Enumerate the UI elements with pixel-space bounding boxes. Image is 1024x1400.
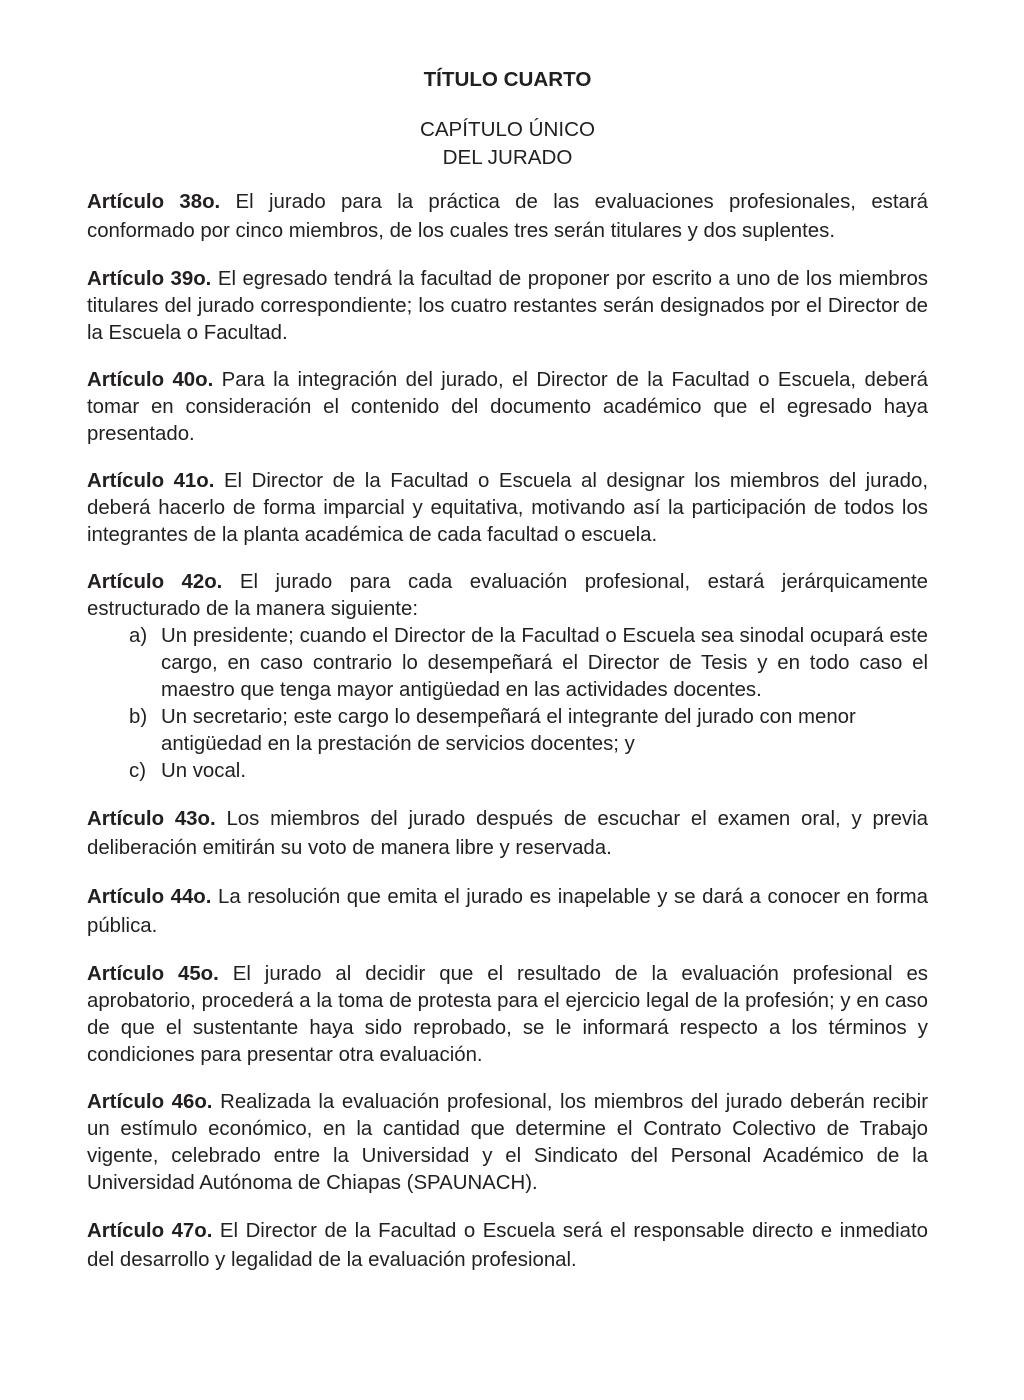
chapter-heading xyxy=(87,116,928,172)
chapter-line-1: CAPÍTULO ÚNICO xyxy=(419,118,596,141)
list-item xyxy=(87,758,928,785)
article-text: El jurado para la práctica de las evaluaciones profesionales, estará conformado por cinco miembros, de los cuales tres serán titulares y dos suplentes. xyxy=(87,191,928,242)
article-text: El jurado para cada evaluación profesional, estará jerárquicamente estructurado de la manera siguiente: xyxy=(87,571,929,620)
list-item xyxy=(87,623,928,704)
list-item xyxy=(87,704,928,758)
chapter-line-2: DEL JURADO xyxy=(442,146,573,169)
article-label: Artículo 47o. xyxy=(87,1220,213,1242)
article-text: Los miembros del jurado después de escuchar el examen oral, y previa deliberación emitirán su voto de manera libre y reservada. xyxy=(87,808,928,859)
list-item-text: Un vocal. xyxy=(161,760,246,782)
list-marker: b) xyxy=(129,706,148,728)
article-label: Artículo 42o. xyxy=(87,571,223,593)
article-label: Artículo 45o. xyxy=(87,963,219,985)
article-39 xyxy=(87,266,928,347)
article-text: Para la integración del jurado, el Director de la Facultad o Escuela, deberá tomar en consideración el contenido del documento académico que el egresado haya presentado. xyxy=(87,369,929,445)
document-title: TÍTULO CUARTO xyxy=(423,68,592,91)
article-text: El Director de la Facultad o Escuela al designar los miembros del jurado, deberá hacerlo de forma imparcial y equitativa, motivando así la participación de todos los integrantes de la planta académica de cada facultad o escuela. xyxy=(87,470,928,546)
article-40 xyxy=(87,367,928,448)
list-marker: c) xyxy=(129,760,146,782)
list-item-text: Un presidente; cuando el Director de la Facultad o Escuela sea sinodal ocupará este cargo, en caso contrario lo desempeñará el Director de Tesis y en todo caso el maestro que tenga mayor antigüedad en las actividades docentes. xyxy=(161,625,928,701)
article-38 xyxy=(87,188,928,246)
article-label: Artículo 40o. xyxy=(87,369,214,391)
article-42 xyxy=(87,569,928,623)
article-43 xyxy=(87,805,928,863)
article-label: Artículo 38o. xyxy=(87,191,221,213)
article-text: Realizada la evaluación profesional, los miembros del jurado deberán recibir un estímulo económico, en la cantidad que determine el Contrato Colectivo de Trabajo vigente, celebrado entre la Universidad y el Sindicato del Personal Académico de la Universidad Autónoma de Chiapas (SPAUNACH). xyxy=(87,1091,929,1194)
article-44 xyxy=(87,883,928,941)
article-47 xyxy=(87,1217,928,1275)
article-text: El jurado al decidir que el resultado de la evaluación profesional es aprobatorio, procederá a la toma de protesta para el ejercicio legal de la profesión; y en caso de que el sustentante haya sido reprobado, se le informará respecto a los términos y condiciones para presentar otra evaluación. xyxy=(87,963,928,1066)
article-label: Artículo 46o. xyxy=(87,1091,213,1113)
article-label: Artículo 39o. xyxy=(87,268,212,290)
article-45 xyxy=(87,961,928,1069)
article-46 xyxy=(87,1089,928,1197)
article-41 xyxy=(87,468,928,549)
list-item-text: Un secretario; este cargo lo desempeñará el integrante del jurado con menor antigüedad en la prestación de servicios docentes; y xyxy=(161,706,856,755)
article-text: El egresado tendrá la facultad de proponer por escrito a uno de los miembros titulares del jurado correspondiente; los cuatro restantes serán designados por el Director de la Escuela o Facultad. xyxy=(87,268,929,344)
article-label: Artículo 44o. xyxy=(87,886,212,908)
article-text: El Director de la Facultad o Escuela será el responsable directo e inmediato del desarrollo y legalidad de la evaluación profesional. xyxy=(87,1220,928,1271)
article-text: La resolución que emita el jurado es inapelable y se dará a conocer en forma pública. xyxy=(87,886,928,937)
article-label: Artículo 41o. xyxy=(87,470,215,492)
list-marker: a) xyxy=(129,625,148,647)
article-42-list xyxy=(87,623,928,785)
article-label: Artículo 43o. xyxy=(87,808,216,830)
